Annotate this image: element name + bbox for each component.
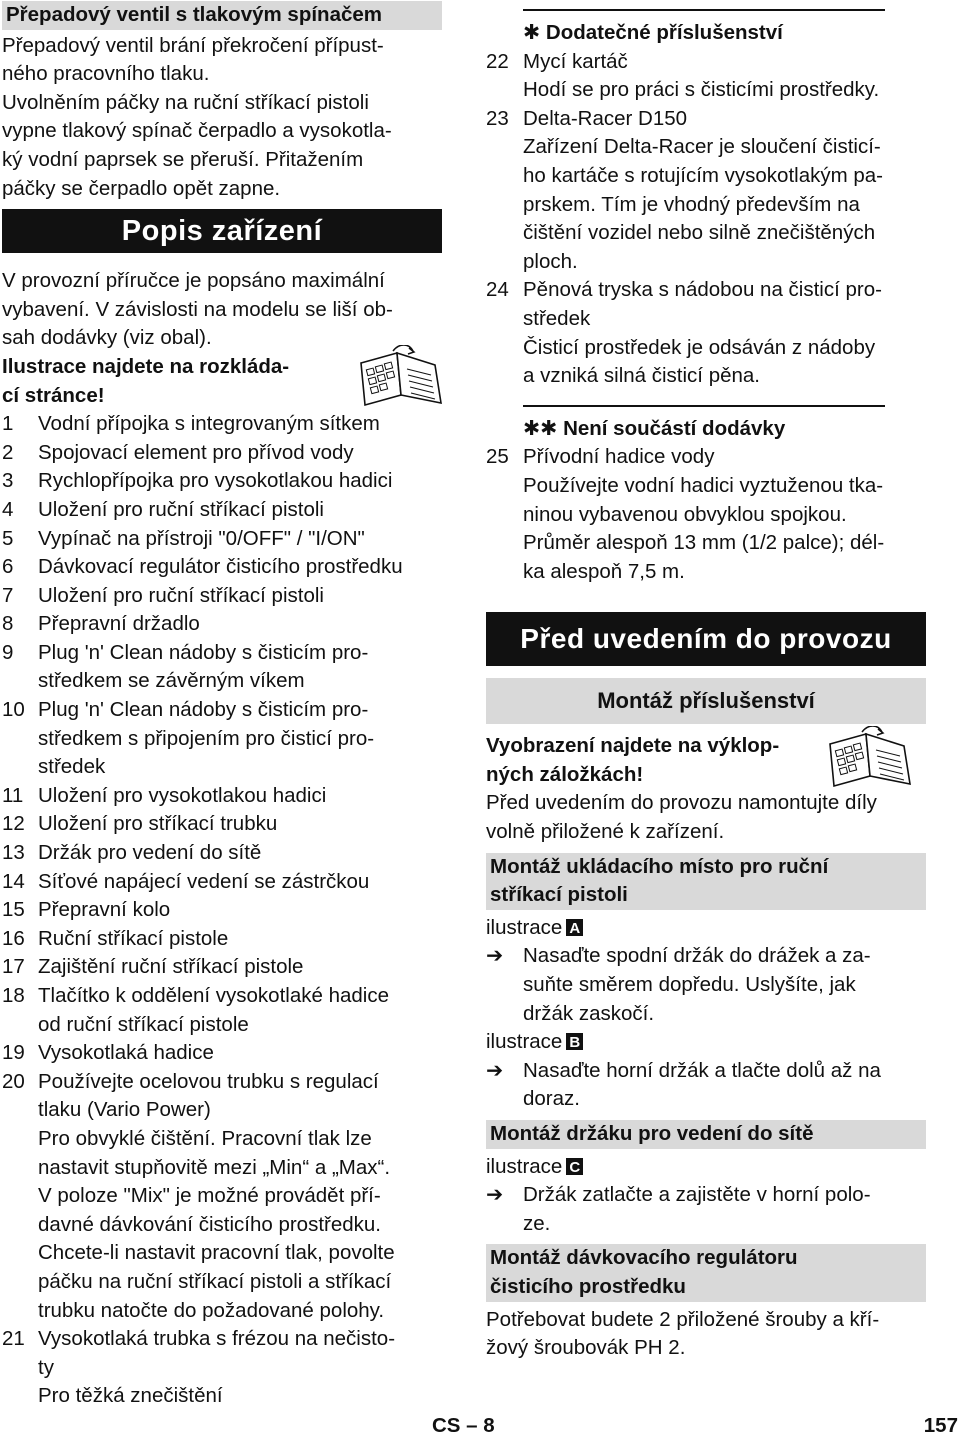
item-text [523, 105, 926, 277]
item-text [38, 696, 442, 782]
illustration-ref-b: ilustrace B [486, 1028, 926, 1057]
step-line: držák zaskočí. [523, 1001, 655, 1025]
heading-line: Montáž ukládacího místo pro ruční [490, 854, 829, 878]
item-line: Uložení pro ruční stříkací pistoli [38, 583, 324, 607]
item-number: 11 [2, 783, 24, 807]
instruction-step [486, 1057, 926, 1114]
open-book-icon [357, 345, 445, 407]
item-text [38, 839, 442, 868]
divider [523, 9, 885, 11]
text-line: páčky se čerpadlo opět zapne. [2, 176, 281, 200]
item-line: Čisticí prostředek je odsáván z nádoby [523, 335, 876, 359]
item-number: 6 [2, 555, 14, 579]
instruction-step [486, 942, 926, 1028]
item-number: 24 [486, 278, 509, 302]
item-text [38, 1068, 442, 1325]
item-text [38, 496, 442, 525]
illustration-note [2, 353, 442, 410]
illustration-badge-b: B [566, 1033, 583, 1050]
item-number: 10 [2, 698, 25, 722]
instruction-step [486, 1181, 926, 1238]
list-item [2, 1325, 442, 1411]
item-line: prskem. Tím je vhodný především na [523, 192, 860, 216]
not-included-heading: ✱✱ Není součástí dodávky [523, 416, 786, 440]
text-line: vypne tlakový spínač čerpadlo a vysokotla- [2, 119, 392, 143]
list-item [2, 696, 442, 782]
gun-holder-steps [486, 942, 926, 1028]
text-line: cí stránce! [2, 383, 105, 407]
list-item [2, 410, 442, 439]
step-line: doraz. [523, 1087, 580, 1111]
item-line: čištění vozidel nebo silně znečištěných [523, 221, 876, 245]
section-heading-dosing-regulator [486, 1244, 926, 1301]
item-number: 15 [2, 898, 25, 922]
list-item [486, 48, 926, 105]
text-line: V provozní příručce je popsáno maximální [2, 269, 385, 293]
item-text [523, 443, 926, 586]
item-line: tlaku (Vario Power) [38, 1098, 211, 1122]
step-line: ze. [523, 1211, 551, 1235]
item-line: Síťové napájecí vedení se zástrčkou [38, 869, 370, 893]
item-number: 25 [486, 445, 509, 469]
item-line: Uložení pro vysokotlakou hadici [38, 783, 327, 807]
text-line: Vyobrazení najdete na výklop- [486, 734, 780, 758]
section-banner-before-start: Před uvedením do provozu [486, 612, 926, 666]
list-item [486, 276, 926, 390]
accessories-list [486, 48, 926, 391]
item-number: 16 [2, 926, 25, 950]
dosing-regulator-text [486, 1306, 926, 1363]
section-heading-gun-holder [486, 853, 926, 910]
item-text [38, 1325, 442, 1411]
item-line: Pro těžká znečištění [38, 1384, 223, 1408]
item-line: Přívodní hadice vody [523, 445, 715, 469]
item-line: páčku na ruční stříkací pistoli a stříkací [38, 1269, 392, 1293]
item-number: 14 [2, 869, 25, 893]
intro-text [2, 267, 442, 353]
item-line: středek [523, 306, 591, 330]
step-line: suňte směrem dopředu. Uslyšíte, jak [523, 973, 856, 997]
item-text [38, 896, 442, 925]
accessories-heading: ✱ Dodatečné příslušenství [523, 21, 783, 44]
illustration-ref-c: ilustrace C [486, 1153, 926, 1182]
section-heading-cable-holder: Montáž držáku pro vedení do sítě [486, 1120, 926, 1149]
left-column [2, 0, 442, 1411]
item-line: středkem s připojením pro čisticí pro- [38, 726, 375, 750]
item-number: 5 [2, 526, 14, 550]
item-number: 3 [2, 469, 14, 493]
item-number: 7 [2, 583, 14, 607]
text-line: sah dodávky (viz obal). [2, 326, 212, 350]
item-line: ty [38, 1355, 54, 1379]
section-banner-device-description: Popis zařízení [2, 209, 442, 253]
item-number: 2 [2, 440, 14, 464]
item-number: 19 [2, 1041, 25, 1065]
list-item [2, 582, 442, 611]
item-text [38, 439, 442, 468]
illustration-badge-a: A [566, 919, 583, 936]
text-line: Potřebovat budete 2 přiložené šrouby a kří- [486, 1307, 880, 1331]
double-asterisk-icon: ✱✱ [523, 416, 558, 440]
item-number: 8 [2, 612, 14, 636]
foldout-note [486, 732, 926, 789]
item-text [38, 1039, 442, 1068]
item-line: Hodí se pro práci s čisticími prostředky. [523, 78, 880, 102]
item-line: davné dávkování čisticího prostředku. [38, 1212, 381, 1236]
item-line: Plug 'n' Clean nádoby s čisticím pro- [38, 640, 369, 664]
item-line: středek [38, 755, 106, 779]
list-item [2, 953, 442, 982]
item-line: Mycí kartáč [523, 49, 628, 73]
list-item [2, 639, 442, 696]
section-heading-overflow-valve: Přepadový ventil s tlakovým spínačem [2, 1, 442, 30]
item-text [523, 48, 926, 105]
illustration-ref-a: ilustrace A [486, 914, 926, 943]
text-line: žový šroubovák PH 2. [486, 1336, 686, 1360]
item-line: Dávkovací regulátor čisticího prostředku [38, 555, 403, 579]
arrow-right-icon: ➔ [486, 1183, 504, 1207]
heading-line: čisticího prostředku [490, 1274, 686, 1298]
item-text [523, 276, 926, 390]
list-item [486, 105, 926, 277]
item-number: 12 [2, 812, 25, 836]
item-line: Ruční stříkací pistole [38, 926, 229, 950]
foldout-text [486, 789, 926, 846]
item-line: Uložení pro stříkací trubku [38, 812, 278, 836]
open-book-icon [826, 726, 914, 788]
item-line: Zařízení Delta-Racer je sloučení čisticí- [523, 135, 881, 159]
item-line: Používejte ocelovou trubku s regulací [38, 1069, 379, 1093]
asterisk-icon: ✱ [523, 21, 541, 44]
text-line: vybavení. V závislosti na modelu se liší ob- [2, 297, 393, 321]
step-line: Nasaďte horní držák a tlačte dolů až na [523, 1058, 881, 1082]
item-line: ho kartáče s rotujícím vysokotlakým pa- [523, 163, 884, 187]
item-line: Používejte vodní hadici vyztuženou tka- [523, 473, 884, 497]
text-line: Ilustrace najdete na rozkláda- [2, 354, 290, 378]
list-item [486, 443, 926, 586]
heading-line: Montáž dávkovacího regulátoru [490, 1246, 798, 1270]
overflow-valve-text [2, 32, 442, 204]
item-number: 20 [2, 1069, 25, 1093]
list-item [2, 1068, 442, 1325]
item-text [38, 610, 442, 639]
item-number: 4 [2, 497, 14, 521]
item-line: a vzniká silná čisticí pěna. [523, 364, 761, 388]
divider [523, 405, 885, 407]
item-number: 9 [2, 640, 14, 664]
item-number: 13 [2, 841, 25, 865]
list-item [2, 525, 442, 554]
parts-list [2, 410, 442, 1411]
item-line: nastavit stupňovitě mezi „Min“ a „Max“. [38, 1155, 391, 1179]
item-line: Plug 'n' Clean nádoby s čisticím pro- [38, 698, 369, 722]
item-text [38, 639, 442, 696]
list-item [2, 1039, 442, 1068]
item-line: Rychlopřípojka pro vysokotlakou hadici [38, 469, 393, 493]
step-text [523, 1181, 926, 1238]
item-line: Držák pro vedení do sítě [38, 841, 262, 865]
list-item [2, 467, 442, 496]
step-line: Nasaďte spodní držák do drážek a za- [523, 944, 871, 968]
item-line: V poloze "Mix" je možné provádět pří- [38, 1184, 381, 1208]
item-number: 23 [486, 106, 509, 130]
list-item [2, 439, 442, 468]
not-included-list [486, 443, 926, 586]
text-line: Před uvedením do provozu namontujte díly [486, 791, 877, 815]
text-line: Uvolněním páčky na ruční stříkací pistoli [2, 90, 369, 114]
item-text [38, 525, 442, 554]
illustration-badge-c: C [566, 1158, 583, 1175]
item-line: ka alespoň 7,5 m. [523, 559, 685, 583]
item-number: 22 [486, 49, 509, 73]
item-line: Delta-Racer D150 [523, 106, 688, 130]
text-line: ného pracovního tlaku. [2, 62, 210, 86]
text-line: ký vodní paprsek se přeruší. Přitažením [2, 147, 364, 171]
item-number: 18 [2, 984, 25, 1007]
item-line: od ruční stříkací pistole [38, 1012, 249, 1036]
item-line: Přepravní kolo [38, 898, 171, 922]
arrow-right-icon: ➔ [486, 944, 504, 968]
sub-banner-accessory-mounting: Montáž příslušenství [486, 678, 926, 724]
item-number: 17 [2, 955, 25, 979]
upper-holder-steps [486, 1057, 926, 1114]
item-text [38, 582, 442, 611]
item-text [38, 982, 442, 1039]
item-number: 1 [2, 412, 14, 436]
heading-line: stříkací pistoli [490, 883, 628, 907]
item-text [38, 925, 442, 954]
step-text [523, 942, 926, 1028]
item-text [38, 782, 442, 811]
item-line: Chcete-li nastavit pracovní tlak, povolte [38, 1241, 395, 1265]
list-item [2, 982, 442, 1039]
footer-code: CS – 8 [432, 1414, 495, 1437]
list-item [2, 868, 442, 897]
item-text [38, 553, 442, 582]
item-text [38, 810, 442, 839]
text-line: volně přiložené k zařízení. [486, 820, 725, 844]
item-line: Pěnová tryska s nádobou na čisticí pro- [523, 278, 882, 302]
list-item [2, 782, 442, 811]
right-column [486, 0, 926, 1363]
text-line: ných záložkách! [486, 762, 644, 786]
item-text [38, 467, 442, 496]
item-line: Zajištění ruční stříkací pistole [38, 955, 304, 979]
item-line: středkem se závěrným víkem [38, 669, 305, 693]
arrow-right-icon: ➔ [486, 1058, 504, 1082]
step-line: Držák zatlačte a zajistěte v horní polo- [523, 1183, 871, 1207]
item-line: Uložení pro ruční stříkací pistoli [38, 497, 324, 521]
item-text [38, 410, 442, 439]
item-text [38, 953, 442, 982]
item-number: 21 [2, 1327, 25, 1351]
item-line: Spojovací element pro přívod vody [38, 440, 354, 464]
cable-holder-steps [486, 1181, 926, 1238]
item-line: Vysokotlaká hadice [38, 1041, 214, 1065]
item-line: trubku natočte do požadované polohy. [38, 1298, 385, 1322]
item-line: Vysokotlaká trubka s frézou na nečisto- [38, 1327, 396, 1351]
item-line: Tlačítko k oddělení vysokotlaké hadice [38, 984, 389, 1007]
list-item [2, 496, 442, 525]
item-line: Pro obvyklé čištění. Pracovní tlak lze [38, 1126, 372, 1150]
step-text [523, 1057, 926, 1114]
list-item [2, 610, 442, 639]
item-line: Vodní přípojka s integrovaným sítkem [38, 412, 380, 436]
list-item [2, 839, 442, 868]
list-item [2, 896, 442, 925]
item-line: ninou vybavenou obvyklou spojkou. [523, 502, 847, 526]
list-item [2, 925, 442, 954]
text-line: Přepadový ventil brání překročení přípust- [2, 33, 384, 57]
list-item [2, 810, 442, 839]
item-line: ploch. [523, 249, 578, 273]
item-line: Průměr alespoň 13 mm (1/2 palce); dél- [523, 531, 885, 555]
item-text [38, 868, 442, 897]
item-line: Vypínač na přístroji "0/OFF" / "I/ON" [38, 526, 365, 550]
list-item [2, 553, 442, 582]
item-line: Přepravní držadlo [38, 612, 200, 636]
page-number: 157 [923, 1414, 958, 1437]
